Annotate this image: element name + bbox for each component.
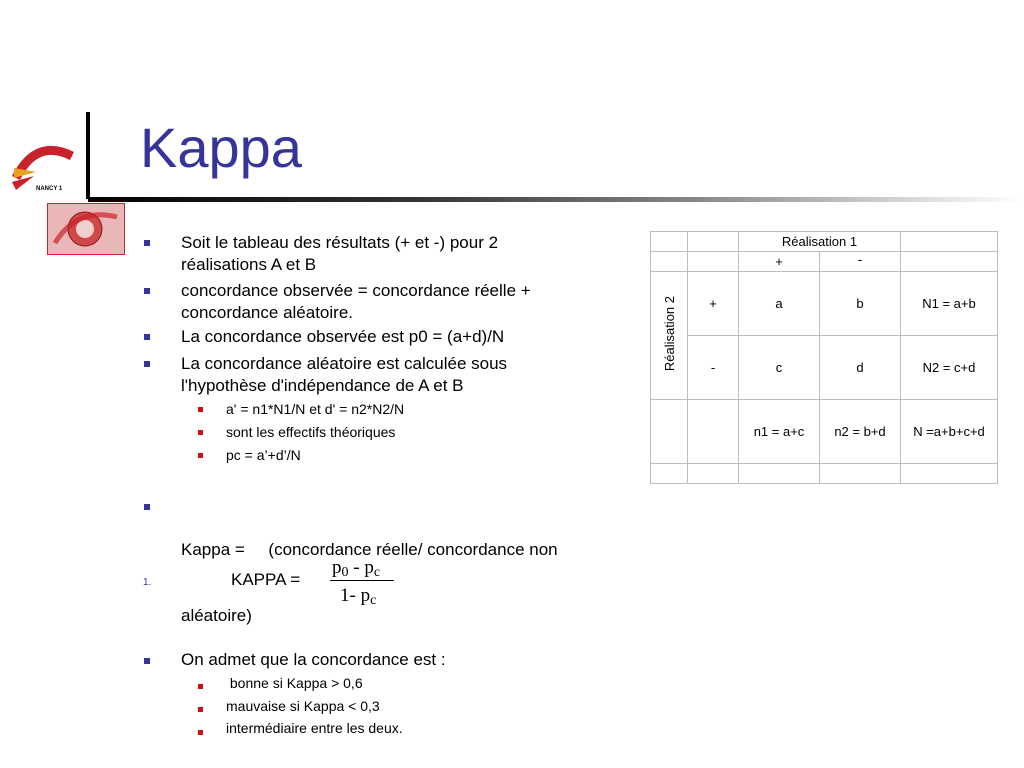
- table-cell: [651, 400, 688, 464]
- sub-bullet-marker: [198, 453, 203, 458]
- sub-bullet-text: bonne si Kappa > 0,6: [226, 675, 363, 691]
- bullet-line: Kappa = (concordance réelle/ concordance non: [181, 540, 558, 559]
- bullet-marker: [144, 288, 150, 294]
- table-cell: [820, 464, 901, 484]
- university-logo: [6, 138, 74, 194]
- table-row: [651, 252, 998, 272]
- fraction-bar: [330, 580, 394, 581]
- bullet-line: La concordance aléatoire est calculée sous: [181, 354, 508, 373]
- cell-d: d: [820, 336, 901, 400]
- bullet-marker: [144, 334, 150, 340]
- kappa-equation-label: KAPPA =: [231, 570, 301, 589]
- column-header-realisation1: Réalisation 1: [739, 232, 901, 252]
- page-title: Kappa: [140, 116, 302, 179]
- title-accent-bar: [86, 112, 90, 199]
- formula-denominator: 1- $p_c$: [340, 585, 377, 608]
- row-minus: -: [688, 336, 739, 400]
- bullet-marker: [144, 504, 150, 510]
- bullet-line: concordance aléatoire.: [181, 303, 354, 322]
- table-cell: [901, 232, 998, 252]
- bullet-line: concordance observée = concordance réelle +: [181, 281, 531, 300]
- sub-bullet-marker: [198, 730, 203, 735]
- cell-c: c: [739, 336, 820, 400]
- bullet-marker: [144, 658, 150, 664]
- bullet-text: [181, 280, 641, 324]
- table-cell: [688, 232, 739, 252]
- table-cell: [688, 400, 739, 464]
- university-seal-logo: [47, 203, 125, 255]
- bullet-text: On admet que la concordance est :: [181, 650, 446, 669]
- title-divider: [88, 197, 1024, 202]
- table-cell: [651, 232, 688, 252]
- table-row: [651, 464, 998, 484]
- table-row: [651, 232, 998, 252]
- sub-bullet-text: a' = n1*N1/N et d' = n2*N2/N: [226, 401, 405, 417]
- kappa-formula: [328, 556, 394, 612]
- column-minus: -: [820, 252, 901, 272]
- cell-N2: N2 = c+d: [901, 336, 998, 400]
- table-cell: [739, 464, 820, 484]
- sub-bullet-marker: [198, 407, 203, 412]
- sub-bullet-text: pc = a’+d’/N: [226, 447, 301, 463]
- bullet-line: Soit le tableau des résultats (+ et -) pour 2: [181, 233, 499, 252]
- cell-b: b: [820, 272, 901, 336]
- bullet-marker: [144, 361, 150, 367]
- sub-bullet-text: sont les effectifs théoriques: [226, 424, 396, 440]
- table-cell: [651, 464, 688, 484]
- row-header-realisation2: [651, 272, 688, 400]
- bullet-line: l'hypothèse d'indépendance de A et B: [181, 376, 464, 395]
- bullet-text: La concordance observée est p0 = (a+d)/N: [181, 327, 505, 346]
- cell-n1: n1 = a+c: [739, 400, 820, 464]
- formula-numerator: $p_0 - p_c$: [332, 557, 381, 580]
- table-row: [651, 272, 998, 336]
- bullet-marker: [144, 240, 150, 246]
- bullet-line: réalisations A et B: [181, 255, 317, 274]
- sub-bullet-marker: [198, 707, 203, 712]
- table-row: [651, 336, 998, 400]
- bullet-text: [181, 232, 641, 276]
- cell-a: a: [739, 272, 820, 336]
- cell-N: N =a+b+c+d: [901, 400, 998, 464]
- column-plus: +: [739, 252, 820, 272]
- sub-bullet-text: intermédiaire entre les deux.: [226, 720, 403, 736]
- table-row: [651, 400, 998, 464]
- sub-bullet-marker: [198, 430, 203, 435]
- cell-n2: n2 = b+d: [820, 400, 901, 464]
- table-cell: [901, 464, 998, 484]
- row-plus: +: [688, 272, 739, 336]
- sub-bullet-marker: [198, 684, 203, 689]
- contingency-table: [650, 231, 998, 484]
- table-cell: [688, 252, 739, 272]
- table-cell: [901, 252, 998, 272]
- logo-sub-text: NANCY 1: [36, 186, 63, 192]
- sub-bullet-text: mauvaise si Kappa < 0,3: [226, 698, 380, 714]
- bullet-line: aléatoire): [181, 606, 252, 625]
- row-header-text: Réalisation 2: [661, 296, 677, 372]
- table-cell: [651, 252, 688, 272]
- list-number: 1.: [143, 577, 152, 588]
- table-cell: [688, 464, 739, 484]
- bullet-text: [181, 353, 641, 397]
- cell-N1: N1 = a+b: [901, 272, 998, 336]
